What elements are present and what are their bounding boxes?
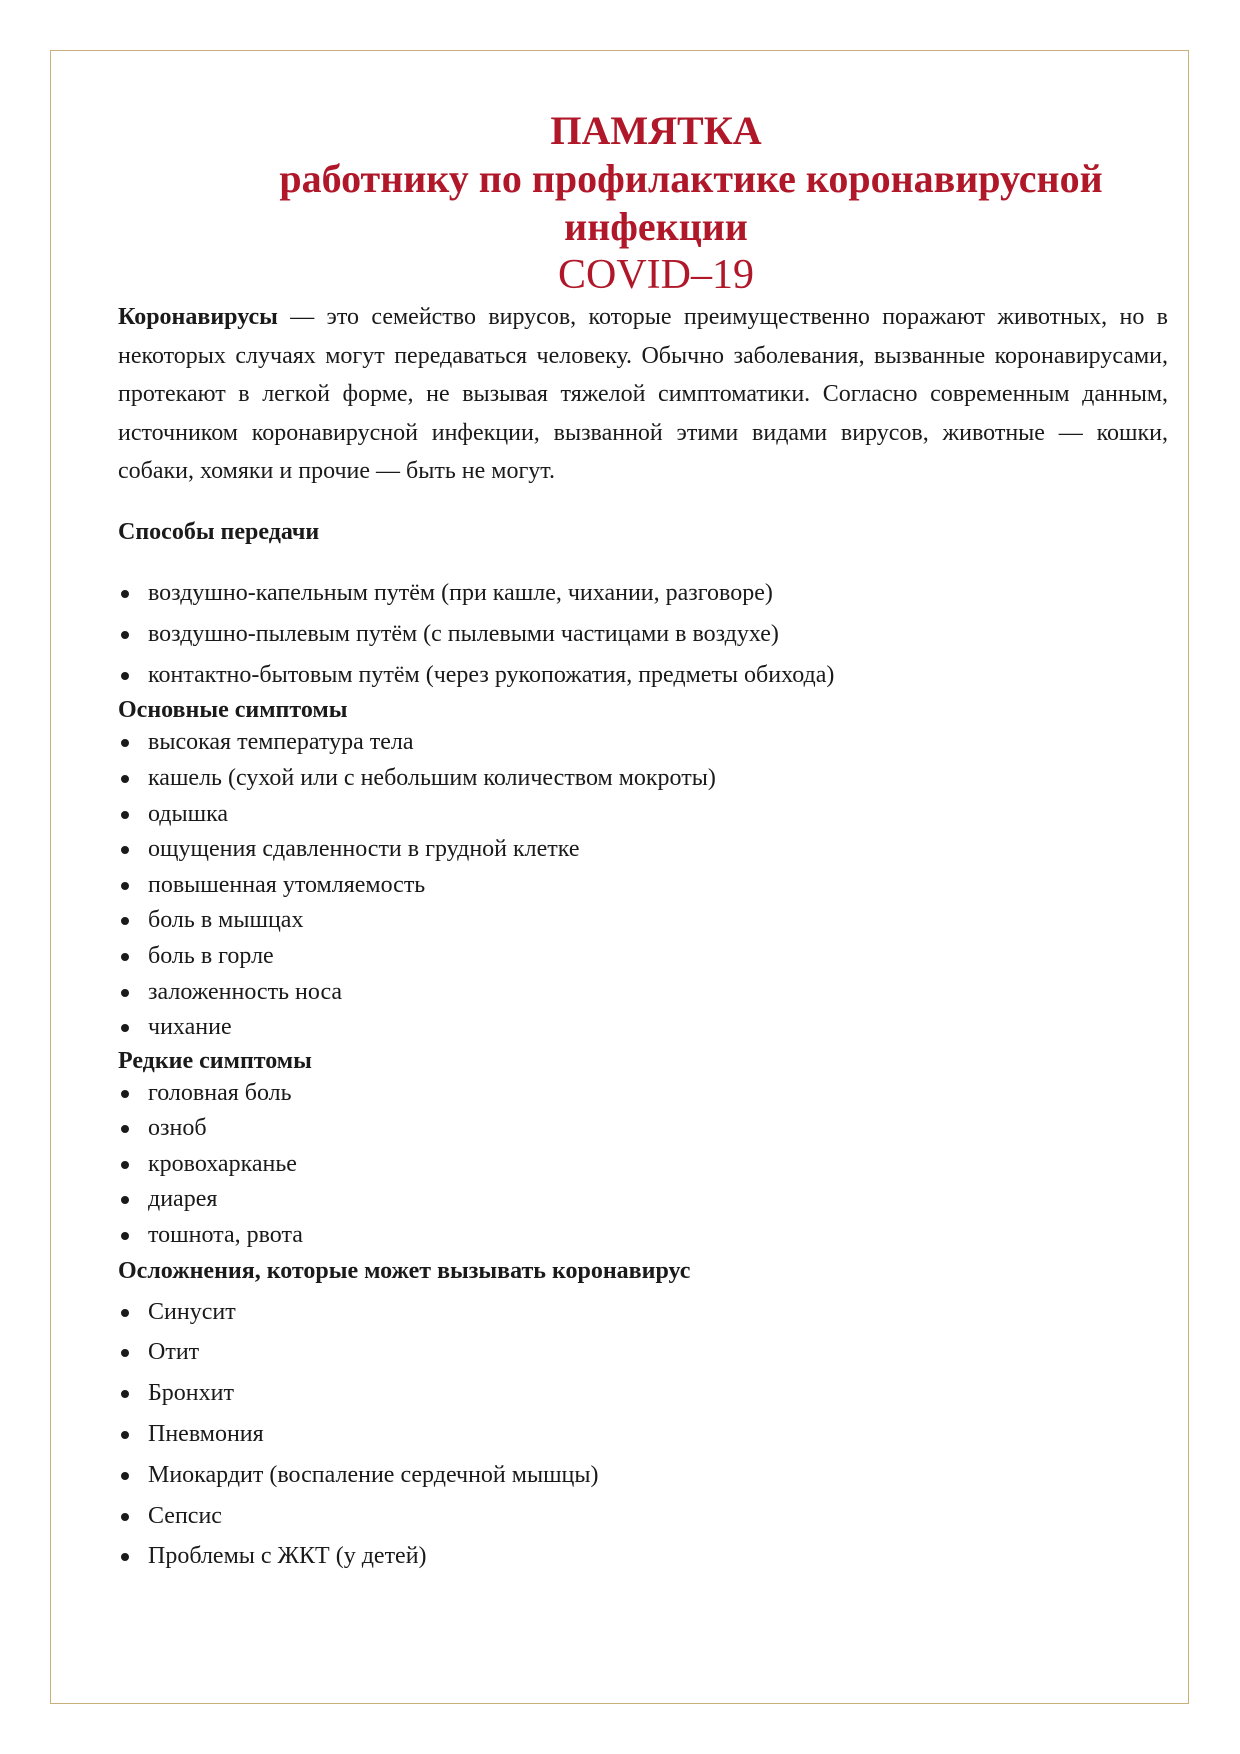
list-item: озноб	[118, 1111, 1168, 1147]
list-item: боль в мышцах	[118, 903, 1168, 939]
list-item: заложенность носа	[118, 975, 1168, 1011]
list-item: контактно-бытовым путём (через рукопожатия, предметы обихода)	[118, 655, 1168, 696]
list-item: повышенная утомляемость	[118, 868, 1168, 904]
list-item: диарея	[118, 1182, 1168, 1218]
list-item: Отит	[118, 1332, 1168, 1373]
list-item: воздушно-пылевым путём (с пылевыми частицами в воздухе)	[118, 614, 1168, 655]
document-body	[118, 298, 1168, 1577]
document-title	[117, 107, 1167, 299]
list-item: Проблемы с ЖКТ (у детей)	[118, 1536, 1168, 1577]
list-item: головная боль	[118, 1076, 1168, 1112]
title-line-3: инфекции	[564, 204, 748, 249]
list-item: кашель (сухой или с небольшим количеством мокроты)	[118, 761, 1168, 797]
intro-paragraph	[118, 298, 1168, 491]
list-item: высокая температура тела	[118, 725, 1168, 761]
list-item: одышка	[118, 797, 1168, 833]
title-line-2: работнику по профилактике коронавирусной	[279, 156, 1103, 201]
list-item: Синусит	[118, 1292, 1168, 1333]
transmission-list	[118, 573, 1168, 695]
list-item: воздушно-капельным путём (при кашле, чихании, разговоре)	[118, 573, 1168, 614]
list-item: Бронхит	[118, 1373, 1168, 1414]
complications-heading: Осложнения, которые может вызывать коронавирус	[118, 1257, 691, 1284]
list-item: Миокардит (воспаление сердечной мышцы)	[118, 1455, 1168, 1496]
title-line-1: ПАМЯТКА	[550, 108, 762, 153]
list-item: ощущения сдавленности в грудной клетке	[118, 832, 1168, 868]
list-item: Пневмония	[118, 1414, 1168, 1455]
list-item: боль в горле	[118, 939, 1168, 975]
list-item: тошнота, рвота	[118, 1218, 1168, 1254]
main-symptoms-list	[118, 725, 1168, 1045]
title-line-4: COVID–19	[558, 252, 754, 298]
list-item: чихание	[118, 1010, 1168, 1046]
intro-term: Коронавирусы	[118, 304, 278, 330]
main-symptoms-heading: Основные симптомы	[118, 697, 348, 724]
rare-symptoms-list	[118, 1076, 1168, 1254]
list-item: кровохарканье	[118, 1147, 1168, 1183]
list-item: Сепсис	[118, 1496, 1168, 1537]
complications-list	[118, 1292, 1168, 1578]
transmission-heading: Способы передачи	[118, 518, 320, 545]
intro-text: — это семейство вирусов, которые преимущественно поражают животных, но в некоторых случаях могут передаваться человеку. Обычно заболевания, вызванные коронавирусами, протекают в легкой форме, не вызывая тяжелой симптоматики. Согласно современным данным, источником коронавирусной инфекции, вызванной этими видами вирусов, животные — кошки, собаки, хомяки и прочие — быть не могут.	[118, 304, 1168, 485]
rare-symptoms-heading: Редкие симптомы	[118, 1047, 312, 1074]
